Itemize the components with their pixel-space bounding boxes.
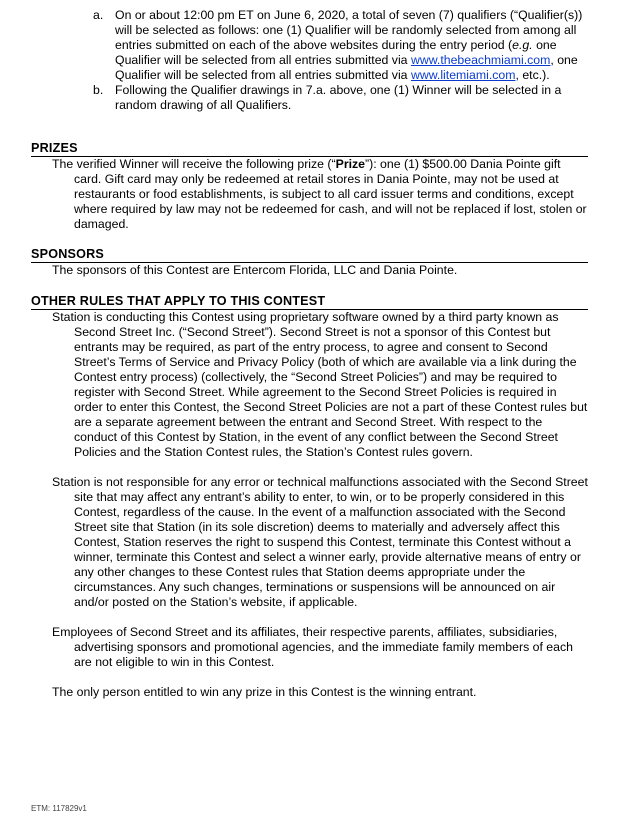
qualifier-selection-list xyxy=(93,8,593,113)
document-id-footer: ETM: 117829v1 xyxy=(31,804,87,813)
list-marker-a: a. xyxy=(93,8,104,22)
list-item-a-text: On or about 12:00 pm ET on June 6, 2020, a total of seven (7) qualifiers (“Qualifier(s)) will be selected as follows: one (1) Qualifier will be randomly selected from among all entries submitted on each of the above websites during the entry period (e.g. one Qualifier will be selected from all entries submitted via www.thebeachmiami.com, one Qualifier will be selected from all entries submitted via www.litemiami.com, etc.). xyxy=(115,8,583,82)
litemiami-link[interactable]: www.litemiami.com xyxy=(410,68,516,82)
prizes-text: The verified Winner will receive the following prize (“Prize”): one (1) $500.00 Dania Pointe gift card. Gift card may only be redeemed at retail stores in Dania Pointe, may not be used at restaurants or food establishments, is subject to all card issuer terms and conditions, except where required by law may not be redeemed for cash, and will not be replaced if lost, stolen or damaged. xyxy=(52,157,587,231)
prize-term: Prize xyxy=(335,157,366,171)
other-rules-section xyxy=(31,294,588,700)
eg-abbrev: e.g. xyxy=(512,38,533,52)
rules-paragraph-winning-entrant: The only person entitled to win any prize in this Contest is the winning entrant. xyxy=(52,685,477,699)
prizes-section xyxy=(31,141,588,232)
list-item-a xyxy=(93,8,593,83)
sponsors-section xyxy=(31,247,588,278)
rules-paragraph-second-street: Station is conducting this Contest using proprietary software owned by a third party known as Second Street Inc. (“Second Street”). Second Street is not a sponsor of this Contest but entrants may be required, as part of the entry process, to agree and consent to Second Street’s Terms of Service and Privacy Policy (both of which are available via a link during the Contest entry process) (collectively, the “Second Street Policies”) and may be required to register with Second Street. While agreement to the Second Street Policies is required in order to enter this Contest, the Second Street Policies are not a part of these Contest rules but are a separate agreement between the entrant and Second Street. With respect to the conduct of this Contest by Station, in the event of any conflict between the Second Street Policies and the Station Contest rules, the Station’s Contest rules govern. xyxy=(52,310,588,459)
rules-paragraph-malfunctions: Station is not responsible for any error or technical malfunctions associated with the Second Street site that may affect any entrant’s ability to enter, to win, or to be properly considered in this Contest, regardless of the cause. In the event of a malfunction associated with the Second Street site that Station (in its sole discretion) deems to materially and adversely affect this Contest, Station reserves the right to suspend this Contest, terminate this Contest without a winner, terminate this Contest and select a winner early, provide alternative means of entry or any other changes to these Contest rules that Station deems appropriate under the circumstances. Any such changes, terminations or suspensions will be announced on air and/or posted on the Station’s website, if applicable. xyxy=(52,475,588,609)
other-rules-heading: OTHER RULES THAT APPLY TO THIS CONTEST xyxy=(31,294,588,310)
sponsors-text: The sponsors of this Contest are Entercom Florida, LLC and Dania Pointe. xyxy=(52,263,458,277)
thebeachmiami-link[interactable]: www.thebeachmiami.com xyxy=(410,53,551,67)
list-item-b xyxy=(93,83,593,113)
sponsors-heading: SPONSORS xyxy=(31,247,588,263)
list-item-b-text: Following the Qualifier drawings in 7.a. above, one (1) Winner will be selected in a random drawing of all Qualifiers. xyxy=(115,83,562,112)
list-marker-b: b. xyxy=(93,83,104,97)
prizes-heading: PRIZES xyxy=(31,141,588,157)
rules-paragraph-eligibility: Employees of Second Street and its affiliates, their respective parents, affiliates, subsidiaries, advertising sponsors and promotional agencies, and the immediate family members of each are not eligible to win in this Contest. xyxy=(52,625,573,669)
